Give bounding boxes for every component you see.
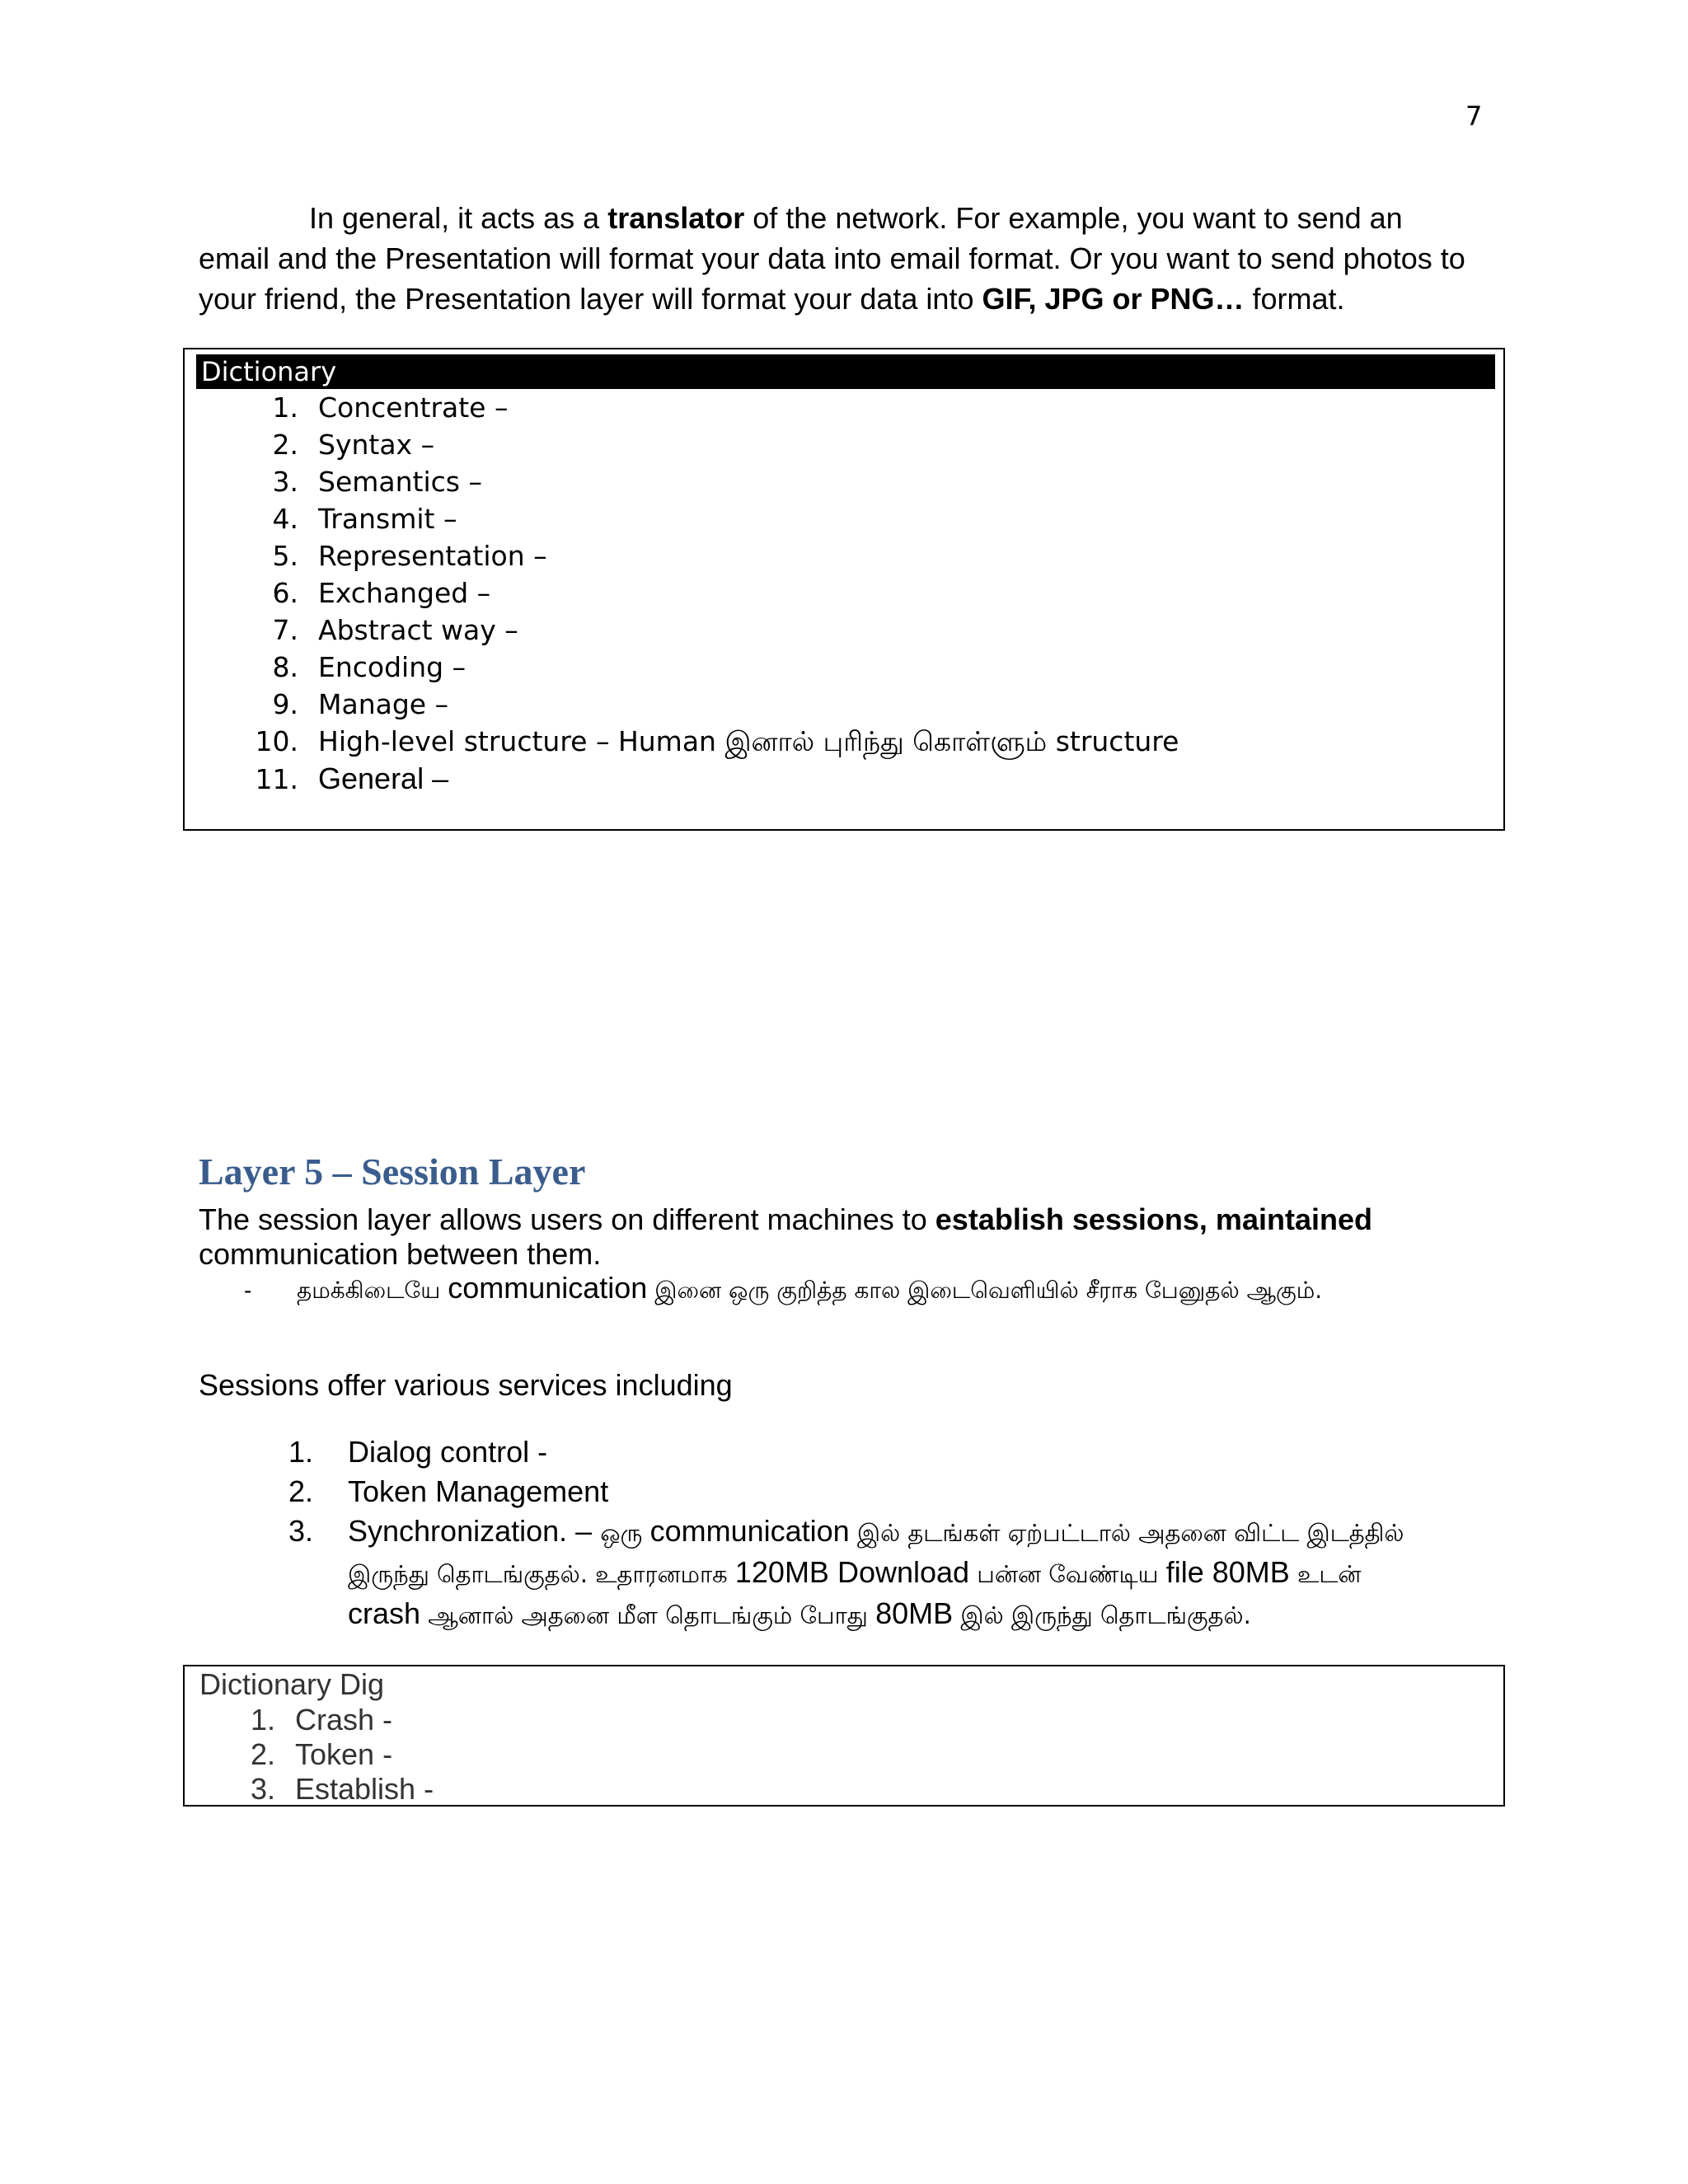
list-item: [185, 1772, 434, 1807]
intro-text-2: of the network. For example, you want to send an email and the Presentation will format your data into email format. Or you want to send photos to your friend, the Presentation layer will format your data into: [199, 201, 1465, 316]
sync-line1-en: Synchronization. –: [348, 1514, 601, 1548]
item-number: 2.: [272, 429, 298, 461]
session-intro-text-1: The session layer allows users on different machines to: [199, 1202, 935, 1236]
sync-line2-ta: இருந்து தொடங்குதல். உதாரனமாக: [348, 1560, 735, 1588]
item-number: 3.: [272, 466, 298, 498]
item-number: 1.: [272, 391, 298, 424]
list-item: [185, 686, 1179, 723]
dictionary-box: [183, 348, 1505, 831]
item-number: 1.: [288, 1435, 314, 1469]
list-item: [185, 649, 1179, 686]
item-number: 3.: [288, 1514, 314, 1548]
item-term: Encoding –: [318, 651, 467, 683]
item-term: Semantics –: [318, 466, 482, 498]
session-intro-text-2: communication between them.: [199, 1237, 602, 1271]
item-term: Transmit –: [318, 503, 457, 535]
sync-line2-en2: file 80MB: [1165, 1555, 1290, 1589]
list-item: [185, 389, 1179, 426]
item-term: High-level structure – Human இனால் புரிந்து கொள்ளும் structure: [318, 725, 1179, 757]
item-number: 11.: [255, 763, 298, 795]
list-item: [185, 426, 1179, 463]
sync-line2-ta3: உடன்: [1289, 1560, 1362, 1588]
dash-list-item: [244, 1271, 1322, 1307]
item-number: 9.: [272, 688, 298, 720]
intro-text-1: In general, it acts as a: [309, 201, 608, 235]
list-item: [185, 537, 1179, 574]
sync-line1-ta2: இல் தடங்கள் ஏற்பட்டால் அதனை விட்ட இடத்தில்: [849, 1519, 1404, 1547]
item-number: 5.: [272, 540, 298, 572]
sync-line1-ta: ஒரு: [600, 1519, 650, 1547]
sync-line1-en2: communication: [649, 1514, 850, 1548]
item-number: 7.: [272, 614, 298, 646]
sync-line3-en: crash: [348, 1596, 421, 1630]
intro-paragraph: [199, 198, 1476, 319]
item-number: 6.: [272, 577, 298, 609]
page-number: 7: [1465, 101, 1483, 132]
list-item: [185, 574, 1179, 612]
dictionary-title: Dictionary: [196, 354, 1495, 389]
list-item: [185, 463, 1179, 500]
list-item: [185, 760, 1179, 797]
sync-line2-en: 120MB Download: [734, 1555, 970, 1589]
item-number: 10.: [255, 725, 298, 757]
item-number: 2.: [250, 1737, 275, 1771]
dictionary-list: [185, 389, 1179, 797]
list-item-continuation: [288, 1594, 1404, 1635]
item-term: Syntax –: [318, 429, 435, 461]
item-term: General –: [318, 762, 449, 795]
session-intro-bold: establish sessions, maintained: [935, 1202, 1372, 1236]
item-term: Token -: [295, 1737, 393, 1771]
item-number: 8.: [272, 651, 298, 683]
item-term: Manage –: [318, 688, 449, 720]
item-text: Token Management: [348, 1474, 609, 1508]
intro-bold-formats: GIF, JPG or PNG…: [982, 282, 1245, 316]
dash-bullet: -: [244, 1277, 252, 1303]
item-term: Abstract way –: [318, 614, 518, 646]
item-number: 4.: [272, 503, 298, 535]
section-heading: Layer 5 – Session Layer: [199, 1151, 586, 1193]
sync-line3-ta2: இல் இருந்து தொடங்குதல்.: [953, 1601, 1251, 1629]
dictionary-dig-list: [185, 1703, 434, 1807]
list-item: [185, 1703, 434, 1737]
item-number: 1.: [250, 1703, 275, 1736]
list-item-continuation: [288, 1553, 1404, 1594]
session-intro: [199, 1202, 1484, 1272]
item-text: Dialog control -: [348, 1435, 548, 1469]
list-item: [288, 1511, 1404, 1553]
sync-line2-ta2: பன்ன வேண்டிய: [969, 1560, 1166, 1588]
item-number: 2.: [288, 1474, 314, 1508]
dash-english: communication: [448, 1271, 648, 1305]
dash-tamil-2: இனை ஒரு குறித்த கால இடைவெளியில் சீராக பேனுதல் ஆகும்.: [647, 1277, 1323, 1304]
item-term: Crash -: [295, 1703, 393, 1736]
dictionary-dig-box: [183, 1665, 1505, 1807]
dictionary-dig-title: Dictionary Dig: [199, 1667, 385, 1701]
item-term: Concentrate –: [318, 391, 509, 424]
list-item: [288, 1472, 1404, 1511]
dash-tamil-1: தமக்கிடையே: [297, 1277, 448, 1304]
list-item: [185, 612, 1179, 649]
list-item: [185, 723, 1179, 760]
item-number: 3.: [250, 1772, 275, 1806]
list-item: [185, 500, 1179, 537]
sync-line3-ta: ஆனால் அதனை மீள தொடங்கும் போது: [420, 1601, 876, 1629]
list-item: [288, 1432, 1404, 1472]
intro-text-3: format.: [1244, 282, 1345, 316]
item-term: Representation –: [318, 540, 547, 572]
item-term: Establish -: [295, 1772, 434, 1806]
intro-bold-translator: translator: [607, 201, 745, 235]
services-list: [288, 1432, 1404, 1635]
sync-line3-en2: 80MB: [875, 1596, 954, 1630]
item-term: Exchanged –: [318, 577, 491, 609]
list-item: [185, 1737, 434, 1772]
services-intro: Sessions offer various services including: [199, 1368, 733, 1402]
